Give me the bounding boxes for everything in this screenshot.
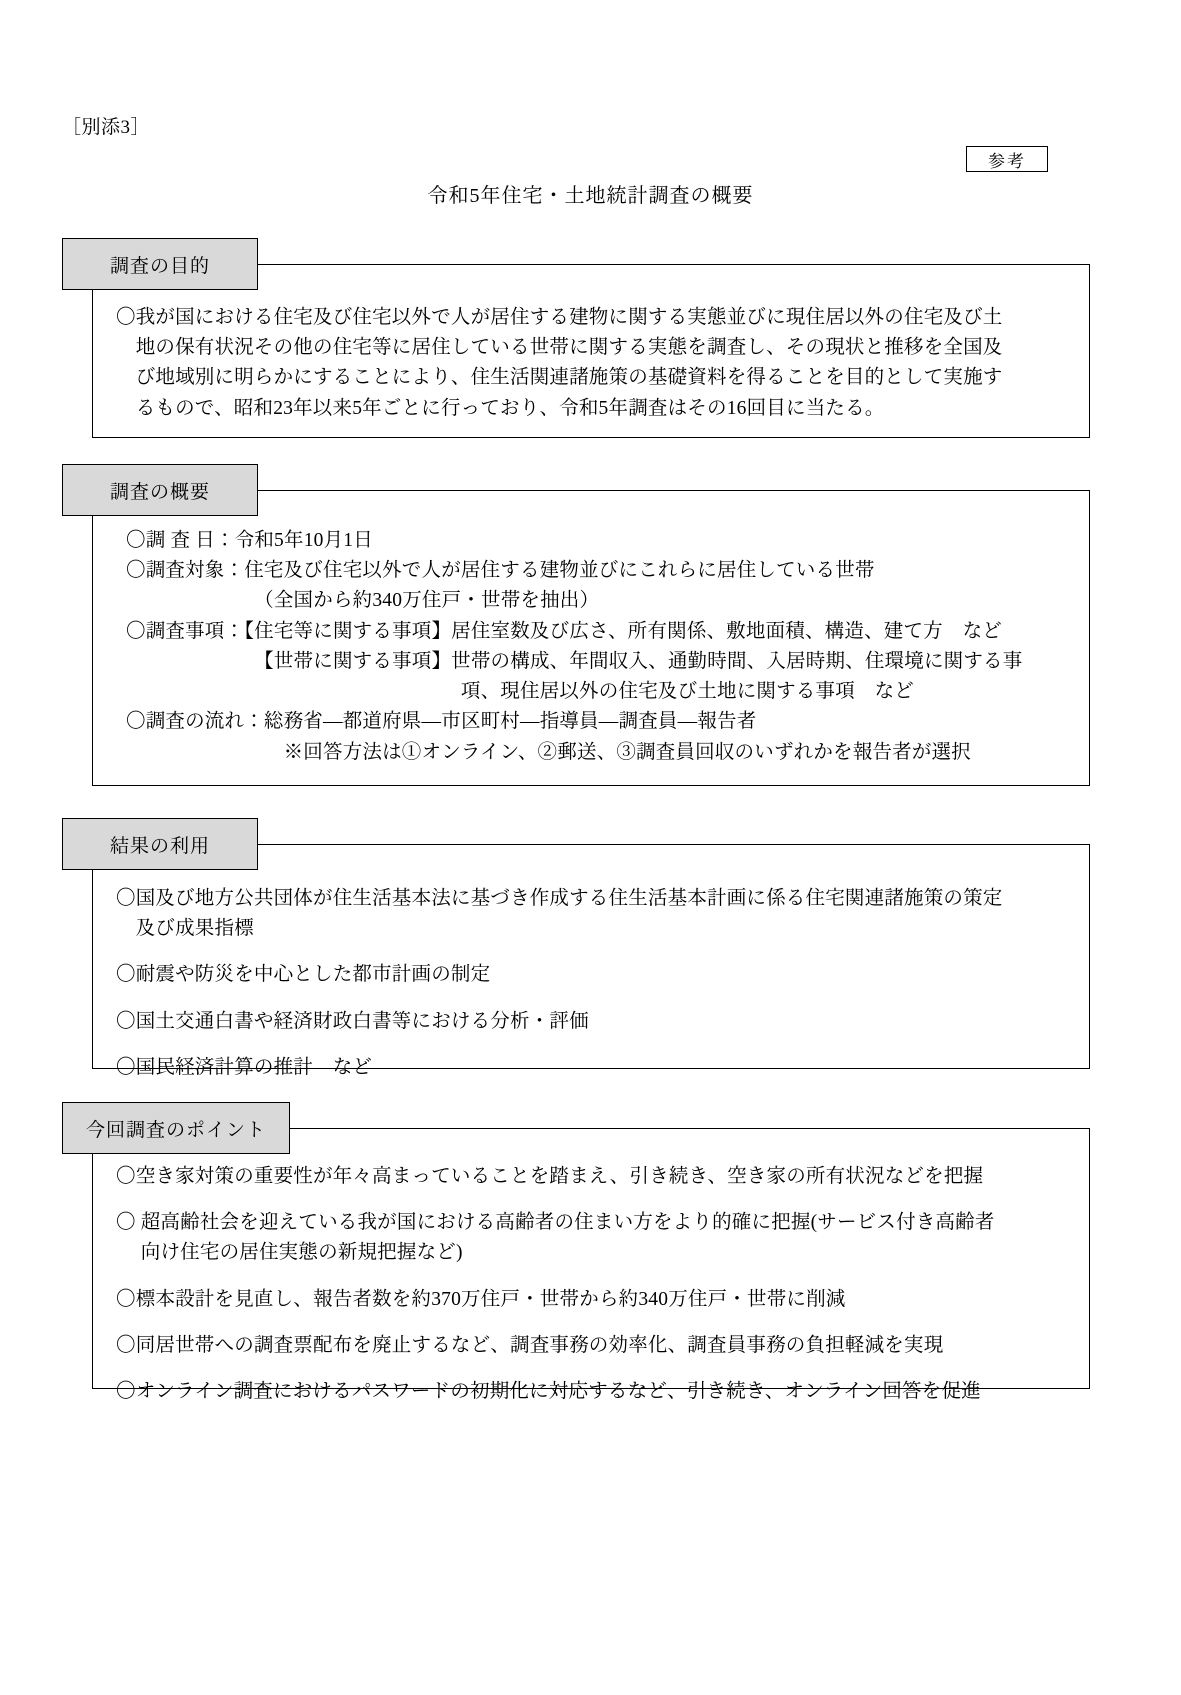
text-line: 〇我が国における住宅及び住宅以外で人が居住する建物に関する実態並びに現住居以外の住宅及び土 (116, 307, 1003, 328)
section-outline-tab (62, 464, 258, 516)
list-item (116, 1285, 1081, 1315)
text-line: 項、現住居以外の住宅及び土地に関する事項 など (126, 681, 915, 703)
section-purpose (62, 238, 1090, 438)
text-line: 【世帯に関する事項】世帯の構成、年間収入、通勤時間、入居時期、住環境に関する事 (126, 650, 1023, 672)
text-line: 〇国土交通白書や経済財政白書等における分析・評価 (116, 1010, 589, 1032)
spacer (116, 944, 1081, 960)
list-item (116, 1208, 1081, 1268)
attachment-label: ［別添3］ (62, 117, 151, 138)
section-outline-tab-label: 調査の概要 (109, 481, 210, 503)
section-usage-tab-label: 結果の利用 (109, 835, 210, 857)
spacer (116, 1361, 1081, 1377)
list-item (116, 1377, 1081, 1407)
text-line: び地域別に明らかにすることにより、住生活関連諸施策の基礎資料を得ることを目的として実施す (116, 367, 1003, 389)
section-usage-tab (62, 818, 258, 870)
text-line: 〇耐震や防災を中心とした都市計画の制定 (116, 964, 491, 986)
section-points-tab (62, 1102, 290, 1154)
list-item (116, 1053, 1081, 1083)
spacer (116, 1037, 1081, 1053)
list-item (116, 1331, 1081, 1361)
section-points-body (116, 1162, 1081, 1407)
spacer (116, 1269, 1081, 1285)
section-usage-body (116, 884, 1081, 1083)
page-title: 令和5年住宅・土地統計調査の概要 (427, 185, 754, 207)
spacer (116, 1315, 1081, 1331)
spacer (116, 1192, 1081, 1208)
section-purpose-tab-label: 調査の目的 (109, 255, 210, 277)
section-purpose-body (116, 303, 1076, 424)
list-item (116, 884, 1081, 944)
text-line: 〇調査事項：【住宅等に関する事項】居住室数及び広さ、所有関係、敷地面積、構造、建て方 など (126, 620, 1002, 642)
text-line: 〇 超高齢社会を迎えている我が国における高齢者の住まい方をより的確に把握(サービス付き高齢者 (116, 1212, 995, 1234)
list-item (116, 960, 1081, 990)
list-item (116, 1007, 1081, 1037)
text-line: 向け住宅の居住実態の新規把握など) (116, 1242, 463, 1264)
list-item (116, 1162, 1081, 1192)
text-line: 〇調査対象：住宅及び住宅以外で人が居住する建物並びにこれらに居住している世帯 (126, 560, 875, 582)
section-points (62, 1102, 1090, 1403)
section-outline (62, 464, 1090, 786)
text-line: 〇国及び地方公共団体が住生活基本法に基づき作成する住生活基本計画に係る住宅関連諸施策の策定 (116, 888, 1003, 909)
spacer (116, 991, 1081, 1007)
text-line: 〇空き家対策の重要性が年々高まっていることを踏まえ、引き続き、空き家の所有状況などを把握 (116, 1166, 984, 1187)
text-line: 〇オンライン調査におけるパスワードの初期化に対応するなど、引き続き、オンライン回答を促進 (116, 1381, 981, 1403)
text-line: 〇調査の流れ：総務省―都道府県―市区町村―指導員―調査員―報告者 (126, 711, 757, 733)
text-line: 及び成果指標 (116, 918, 254, 940)
text-line: 〇同居世帯への調査票配布を廃止するなど、調査事務の効率化、調査員事務の負担軽減を実現 (116, 1334, 944, 1356)
text-line: 〇国民経済計算の推計 など (116, 1056, 373, 1078)
text-line: 〇調 査 日：令和5年10月1日 (126, 530, 373, 551)
section-purpose-tab (62, 238, 258, 290)
text-line: ※回答方法は①オンライン、②郵送、③調査員回収のいずれかを報告者が選択 (126, 741, 971, 763)
section-points-tab-label: 今回調査のポイント (85, 1119, 266, 1141)
text-line: 地の保有状況その他の住宅等に居住している世帯に関する実態を調査し、その現状と推移を全国及 (116, 337, 1003, 359)
reference-badge: 参考 (966, 146, 1048, 172)
text-line: 〇標本設計を見直し、報告者数を約370万住戸・世帯から約340万住戸・世帯に削減 (116, 1288, 846, 1310)
text-line: るもので、昭和23年以来5年ごとに行っており、令和5年調査はその16回目に当たる。 (116, 397, 885, 419)
section-usage (62, 818, 1090, 1078)
section-outline-body (126, 526, 1086, 768)
text-line: （全国から約340万住戸・世帯を抽出） (126, 590, 600, 612)
